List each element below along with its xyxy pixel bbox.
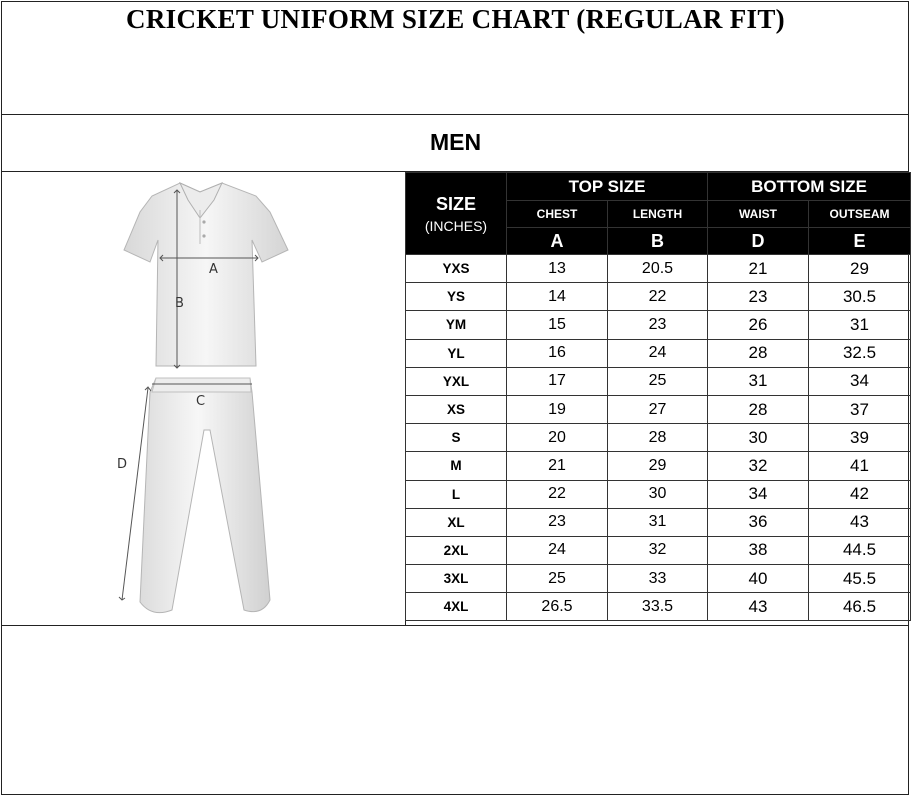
column-letter-a: A	[507, 228, 608, 255]
size-cell: XS	[406, 395, 507, 423]
chest-cell: 14	[507, 283, 608, 311]
size-cell: YM	[406, 311, 507, 339]
table-row	[406, 424, 911, 452]
bottom-size-header: BOTTOM SIZE	[708, 173, 911, 201]
size-cell: 2XL	[406, 536, 507, 564]
column-header-chest: CHEST	[507, 201, 608, 228]
waist-cell: 43	[708, 593, 809, 621]
table-row	[406, 255, 911, 283]
size-header-cell	[406, 173, 507, 255]
table-row	[406, 395, 911, 423]
table-row	[406, 367, 911, 395]
length-cell: 25	[608, 367, 708, 395]
size-cell: YXL	[406, 367, 507, 395]
size-cell: S	[406, 424, 507, 452]
measure-label-d: D	[117, 457, 128, 472]
waist-cell: 28	[708, 339, 809, 367]
waist-cell: 26	[708, 311, 809, 339]
length-cell: 22	[608, 283, 708, 311]
size-table	[405, 172, 911, 621]
outseam-cell: 29	[809, 255, 911, 283]
waist-cell: 31	[708, 367, 809, 395]
measure-label-a: A	[209, 262, 218, 277]
length-cell: 24	[608, 339, 708, 367]
column-letter-b: B	[608, 228, 708, 255]
divider-title	[1, 114, 909, 115]
measure-label-b: B	[175, 296, 184, 311]
chest-cell: 15	[507, 311, 608, 339]
length-cell: 29	[608, 452, 708, 480]
page-title: CRICKET UNIFORM SIZE CHART (REGULAR FIT)	[126, 4, 785, 34]
size-cell: L	[406, 480, 507, 508]
size-cell: M	[406, 452, 507, 480]
chest-cell: 23	[507, 508, 608, 536]
chest-cell: 24	[507, 536, 608, 564]
outseam-cell: 34	[809, 367, 911, 395]
size-table-body	[406, 255, 911, 621]
outseam-cell: 46.5	[809, 593, 911, 621]
table-row	[406, 593, 911, 621]
table-row	[406, 311, 911, 339]
chest-cell: 13	[507, 255, 608, 283]
chest-cell: 22	[507, 480, 608, 508]
length-cell: 28	[608, 424, 708, 452]
chest-cell: 16	[507, 339, 608, 367]
table-row	[406, 536, 911, 564]
size-cell: 4XL	[406, 593, 507, 621]
chest-cell: 26.5	[507, 593, 608, 621]
table-row	[406, 508, 911, 536]
waist-cell: 30	[708, 424, 809, 452]
waist-cell: 40	[708, 565, 809, 593]
measure-label-c: C	[196, 394, 206, 409]
table-row	[406, 283, 911, 311]
table-row	[406, 565, 911, 593]
chest-cell: 17	[507, 367, 608, 395]
waist-cell: 21	[708, 255, 809, 283]
column-letter-d: D	[708, 228, 809, 255]
column-header-waist: WAIST	[708, 201, 809, 228]
size-unit-header: (INCHES)	[424, 217, 488, 234]
chest-cell: 21	[507, 452, 608, 480]
outseam-cell: 41	[809, 452, 911, 480]
size-cell: YL	[406, 339, 507, 367]
outseam-cell: 39	[809, 424, 911, 452]
chest-cell: 25	[507, 565, 608, 593]
shirt-shape	[124, 183, 288, 366]
length-cell: 23	[608, 311, 708, 339]
divider-bottom	[1, 625, 909, 626]
length-cell: 33	[608, 565, 708, 593]
outseam-cell: 30.5	[809, 283, 911, 311]
length-cell: 30	[608, 480, 708, 508]
chest-cell: 20	[507, 424, 608, 452]
outseam-cell: 37	[809, 395, 911, 423]
pants-shape	[140, 378, 270, 613]
outseam-cell: 42	[809, 480, 911, 508]
outseam-cell: 31	[809, 311, 911, 339]
outseam-cell: 43	[809, 508, 911, 536]
column-letter-e: E	[809, 228, 911, 255]
uniform-illustration	[100, 175, 300, 620]
size-cell: YXS	[406, 255, 507, 283]
length-cell: 31	[608, 508, 708, 536]
chest-cell: 19	[507, 395, 608, 423]
top-size-header: TOP SIZE	[507, 173, 708, 201]
length-cell: 20.5	[608, 255, 708, 283]
outseam-cell: 45.5	[809, 565, 911, 593]
gender-heading: MEN	[429, 129, 482, 155]
outseam-cell: 32.5	[809, 339, 911, 367]
waist-cell: 34	[708, 480, 809, 508]
size-cell: 3XL	[406, 565, 507, 593]
length-cell: 27	[608, 395, 708, 423]
table-row	[406, 452, 911, 480]
length-cell: 33.5	[608, 593, 708, 621]
waist-cell: 36	[708, 508, 809, 536]
size-cell: XL	[406, 508, 507, 536]
size-cell: YS	[406, 283, 507, 311]
length-cell: 32	[608, 536, 708, 564]
table-row	[406, 339, 911, 367]
waist-cell: 23	[708, 283, 809, 311]
table-row	[406, 480, 911, 508]
column-header-length: LENGTH	[608, 201, 708, 228]
waist-cell: 38	[708, 536, 809, 564]
size-header: SIZE	[435, 193, 476, 214]
waist-cell: 32	[708, 452, 809, 480]
waist-cell: 28	[708, 395, 809, 423]
column-header-outseam: OUTSEAM	[809, 201, 911, 228]
outseam-cell: 44.5	[809, 536, 911, 564]
